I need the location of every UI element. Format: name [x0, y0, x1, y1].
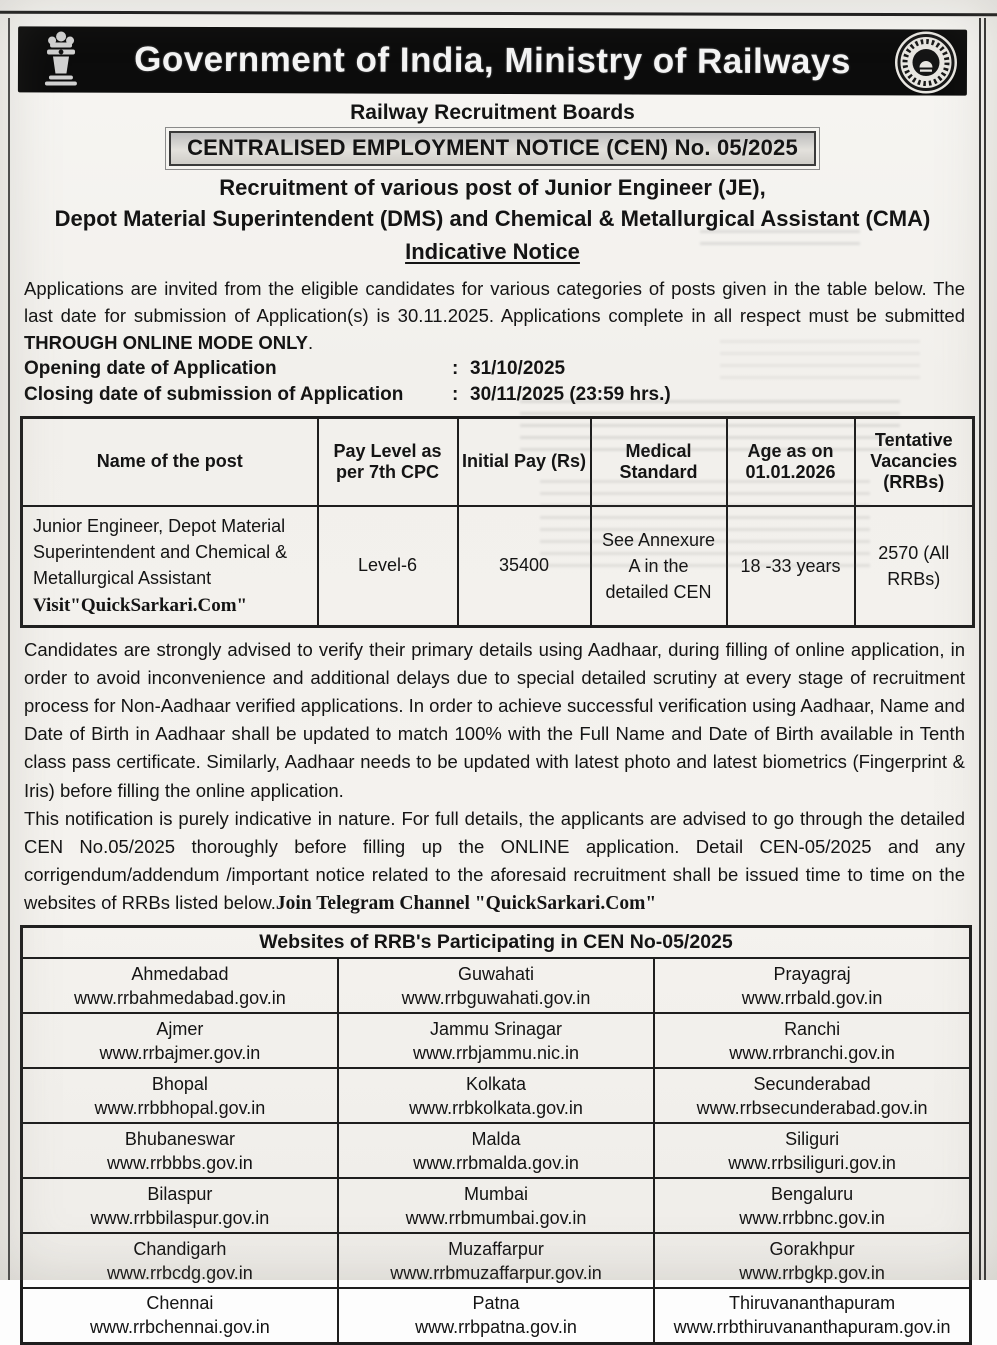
post-name-watermark-note: Visit"QuickSarkari.Com"	[33, 594, 248, 616]
websites-row-5	[22, 1178, 971, 1233]
rrb-url: www.rrbranchi.gov.in	[729, 1042, 895, 1063]
rrb-cell-malda	[338, 1123, 654, 1178]
websites-row-2	[22, 1013, 971, 1068]
rrb-url: www.rrbahmedabad.gov.in	[74, 987, 286, 1008]
rrb-url: www.rrbsiliguri.gov.in	[728, 1152, 896, 1173]
intro-paragraph	[24, 275, 965, 356]
rrb-cell-thiruvananthapuram	[654, 1288, 970, 1343]
websites-row-3	[22, 1068, 971, 1123]
rrb-url: www.rrbbnc.gov.in	[739, 1207, 885, 1228]
initial-pay-cell: 35400	[458, 506, 591, 627]
rrb-cell-mumbai	[338, 1178, 654, 1233]
rrb-cell-prayagraj	[654, 958, 970, 1013]
opening-date-separator: :	[452, 358, 459, 379]
header-tentative-vacancies: Tentative Vacancies (RRBs)	[855, 418, 974, 506]
rrb-city: Patna	[472, 1293, 520, 1314]
rrb-url: www.rrbpatna.gov.in	[415, 1317, 577, 1338]
websites-row-4	[22, 1123, 971, 1178]
rrb-url: www.rrbcdg.gov.in	[107, 1262, 253, 1283]
opening-date-value: 31/10/2025	[470, 358, 566, 379]
medical-standard-cell: See Annexure A in the detailed CEN	[591, 506, 727, 627]
websites-table-title: Websites of RRB's Participating in CEN No-05/2025	[22, 926, 971, 958]
opening-date-label: Opening date of Application	[24, 358, 277, 379]
rrb-cell-gorakhpur	[654, 1233, 970, 1288]
masthead-title: Government of India, Ministry of Railways	[134, 39, 851, 82]
aadhaar-advisory-paragraph: Candidates are strongly advised to verify their primary details using Aadhaar, during filling of online application, in order to avoid inconvenience and additional delays due to special detailed scrutiny at every stage of recruitment process for Non-Aadhaar verified applications. In order to achieve successful verification using Aadhaar, Name and Date of Birth in Aadhaar shall be updated to match 100% with the Full Name and Date of Birth available in Tenth class pass certificate. Similarly, Aadhaar needs to be updated with latest photo and latest biometrics (Fingerprint & Iris) before filling the online application.	[24, 638, 965, 801]
closing-date-row	[24, 382, 969, 408]
posts-table-data-row	[22, 506, 974, 627]
websites-row-7	[22, 1288, 971, 1343]
rrb-cell-patna	[338, 1288, 654, 1343]
rrb-url: www.rrbbilaspur.gov.in	[90, 1207, 270, 1228]
rrb-city: Muzaffarpur	[448, 1238, 544, 1259]
closing-date-label: Closing date of submission of Application	[24, 384, 404, 405]
closing-date-separator: :	[452, 384, 459, 405]
age-cell: 18 -33 years	[727, 506, 855, 627]
rrb-city: Chandigarh	[133, 1238, 227, 1259]
rrb-url: www.rrbald.gov.in	[741, 987, 883, 1008]
opening-date-row	[24, 356, 969, 382]
rrb-city: Siliguri	[785, 1128, 840, 1149]
rrb-url: www.rrbguwahati.gov.in	[401, 987, 591, 1008]
rrb-cell-bhubaneswar	[22, 1123, 338, 1178]
rrb-city: Thiruvananthapuram	[729, 1293, 896, 1314]
header-age: Age as on 01.01.2026	[727, 418, 855, 506]
rrb-city: Bilaspur	[147, 1183, 213, 1204]
rrb-city: Mumbai	[463, 1183, 528, 1204]
rrb-url: www.rrbbbs.gov.in	[107, 1152, 253, 1173]
rrb-cell-ranchi	[654, 1013, 970, 1068]
rrb-city: Bengaluru	[771, 1183, 854, 1204]
rrb-cell-jammu-srinagar	[338, 1013, 654, 1068]
websites-row-1	[22, 958, 971, 1013]
recruitment-heading-line1: Recruitment of various post of Junior Engineer (JE),	[219, 175, 766, 200]
rrb-url: www.rrbchennai.gov.in	[90, 1317, 270, 1338]
websites-table-title-row	[22, 926, 971, 958]
aadhaar-advisory-block	[24, 636, 965, 919]
closing-date-value: 30/11/2025 (23:59 hrs.)	[470, 384, 671, 405]
rrb-city: Gorakhpur	[769, 1238, 855, 1259]
rrb-city: Chennai	[146, 1293, 214, 1314]
rrb-websites-table	[20, 925, 972, 1345]
railway-recruitment-boards-line: Railway Recruitment Boards	[350, 101, 635, 124]
indicative-disclaimer-paragraph	[24, 805, 965, 919]
rrb-cell-chandigarh	[22, 1233, 338, 1288]
rrb-url: www.rrbgkp.gov.in	[739, 1262, 885, 1283]
posts-table-header-row	[22, 418, 974, 506]
rrb-city: Ahmedabad	[131, 963, 229, 984]
rrb-cell-muzaffarpur	[338, 1233, 654, 1288]
rrb-url: www.rrbajmer.gov.in	[99, 1042, 261, 1063]
post-name-cell	[22, 506, 318, 627]
rrb-city: Secunderabad	[753, 1073, 871, 1094]
posts-summary-table	[20, 416, 975, 628]
rrb-url: www.rrbmuzaffarpur.gov.in	[390, 1262, 602, 1283]
cen-notice-wrap	[16, 131, 969, 166]
masthead-bar	[18, 26, 967, 95]
rrb-cell-siliguri	[654, 1123, 970, 1178]
header-medical-standard: Medical Standard	[591, 418, 727, 506]
rrb-city: Prayagraj	[773, 963, 851, 984]
rrb-cell-secunderabad	[654, 1068, 970, 1123]
scan-top-rule	[0, 11, 997, 17]
rrb-city: Jammu Srinagar	[429, 1018, 563, 1039]
intro-online-mode-emphasis: THROUGH ONLINE MODE ONLY	[24, 332, 309, 353]
rrb-cell-bhopal	[22, 1068, 338, 1123]
indian-railways-seal-icon	[893, 29, 959, 100]
indicative-notice-title: Indicative Notice	[405, 239, 580, 264]
rrb-url: www.rrbbhopal.gov.in	[94, 1097, 266, 1118]
ashoka-emblem-icon	[38, 28, 84, 95]
header-name-of-post: Name of the post	[22, 418, 318, 506]
rrb-city: Guwahati	[457, 963, 535, 984]
telegram-channel-watermark: Join Telegram Channel "QuickSarkari.Com"	[275, 893, 657, 915]
rrb-city: Ranchi	[784, 1018, 841, 1039]
rrb-cell-chennai	[22, 1288, 338, 1343]
rrb-url: www.rrbthiruvananthapuram.gov.in	[673, 1317, 951, 1338]
intro-tail: .	[308, 332, 314, 353]
rrb-cell-ahmedabad	[22, 958, 338, 1013]
rrb-cell-ajmer	[22, 1013, 338, 1068]
websites-row-6	[22, 1233, 971, 1288]
recruitment-heading-line2: Depot Material Superintendent (DMS) and Chemical & Metallurgical Assistant (CMA)	[54, 206, 931, 231]
rrb-url: www.rrbkolkata.gov.in	[409, 1097, 583, 1118]
intro-text: Applications are invited from the eligible candidates for various categories of posts given in the table below. The last date for submission of Application(s) is 30.11.2025. Applications complete in all respect must be submitted	[24, 278, 965, 326]
rrb-url: www.rrbmalda.gov.in	[413, 1152, 579, 1173]
rrb-city: Bhubaneswar	[124, 1128, 235, 1149]
rrb-city: Bhopal	[151, 1073, 208, 1094]
rrb-city: Malda	[471, 1128, 521, 1149]
rrb-url: www.rrbjammu.nic.in	[412, 1042, 580, 1063]
post-name-text: Junior Engineer, Depot Material Superintendent and Chemical & Metallurgical Assistant	[33, 515, 288, 588]
rrb-cell-kolkata	[338, 1068, 654, 1123]
cen-notice-box: CENTRALISED EMPLOYMENT NOTICE (CEN) No. 05/2025	[169, 131, 816, 166]
vacancies-cell: 2570 (All RRBs)	[855, 506, 974, 627]
pay-level-cell: Level-6	[318, 506, 458, 627]
disclaimer-text: This notification is purely indicative in nature. For full details, the applicants are advised to go through the detailed CEN No.05/2025 thoroughly before filling up the ONLINE application. Detail CEN-05/2025 and any corrigendum/addendum /important notice related to the aforesaid recruitment shall be issued time to time on the websites of RRBs listed below.	[24, 807, 965, 914]
rrb-cell-bilaspur	[22, 1178, 338, 1233]
notice-frame	[8, 18, 986, 1338]
rrb-city: Kolkata	[465, 1073, 527, 1094]
header-initial-pay: Initial Pay (Rs)	[458, 418, 591, 506]
rrb-url: www.rrbmumbai.gov.in	[405, 1207, 587, 1228]
rrb-cell-guwahati	[338, 958, 654, 1013]
rrb-city: Ajmer	[156, 1018, 204, 1039]
rrb-cell-bengaluru	[654, 1178, 970, 1233]
header-pay-level: Pay Level as per 7th CPC	[318, 418, 458, 506]
rrb-url: www.rrbsecunderabad.gov.in	[696, 1097, 928, 1118]
